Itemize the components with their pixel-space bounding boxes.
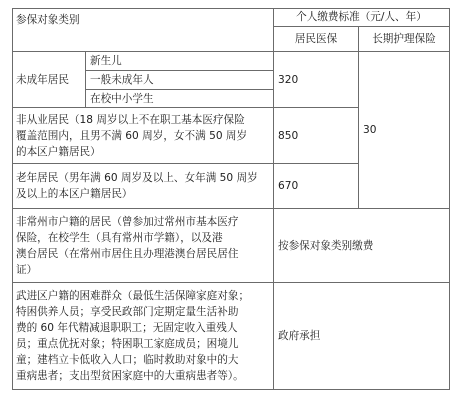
header-standard: 个人缴费标准（元/人、年） — [274, 8, 450, 27]
minor-label: 未成年居民 — [12, 52, 86, 108]
header-long-term-care: 长期护理保险 — [359, 27, 450, 52]
minor-amount: 320 — [274, 52, 359, 108]
minor-subitem: 在校中小学生 — [86, 90, 274, 108]
needy-payment: 政府承担 — [274, 283, 450, 390]
care-amount: 30 — [359, 52, 450, 209]
header-category: 参保对象类别 — [12, 8, 274, 52]
header-resident-medical: 居民医保 — [274, 27, 359, 52]
contribution-table — [12, 8, 450, 390]
non-local-payment: 按参保对象类别缴费 — [274, 209, 450, 283]
needy-label: 武进区户籍的困难群众（最低生活保障家庭对象； 特困供养人员；享受民政部门定期定量生活补助 费的 60 年代精减退职职工；无固定收入重残人 员；重点优抚对象；特困职工家庭成员；困境儿 童；建档立卡低收入人口；临时救助对象中的大 重病患者；支出型贫困家庭中的大重病患者等）。 — [12, 283, 274, 390]
elderly-label: 老年居民（男年满 60 周岁及以上、女年满 50 周岁 及以上的本区户籍居民） — [12, 164, 274, 209]
minor-subitem: 一般未成年人 — [86, 71, 274, 90]
non-local-label: 非常州市户籍的居民（曾参加过常州市基本医疗 保险，在校学生（具有常州市学籍），以及港 澳台居民（在常州市居住且办理港澳台居民居住 证） — [12, 209, 274, 283]
non-employed-label: 非从业居民（18 周岁以上不在职工基本医疗保险 覆盖范围内，且男不满 60 周岁，女不满 50 周岁 的本区户籍居民） — [12, 108, 274, 164]
elderly-amount: 670 — [274, 164, 359, 209]
non-employed-amount: 850 — [274, 108, 359, 164]
minor-subitem: 新生儿 — [86, 52, 274, 71]
